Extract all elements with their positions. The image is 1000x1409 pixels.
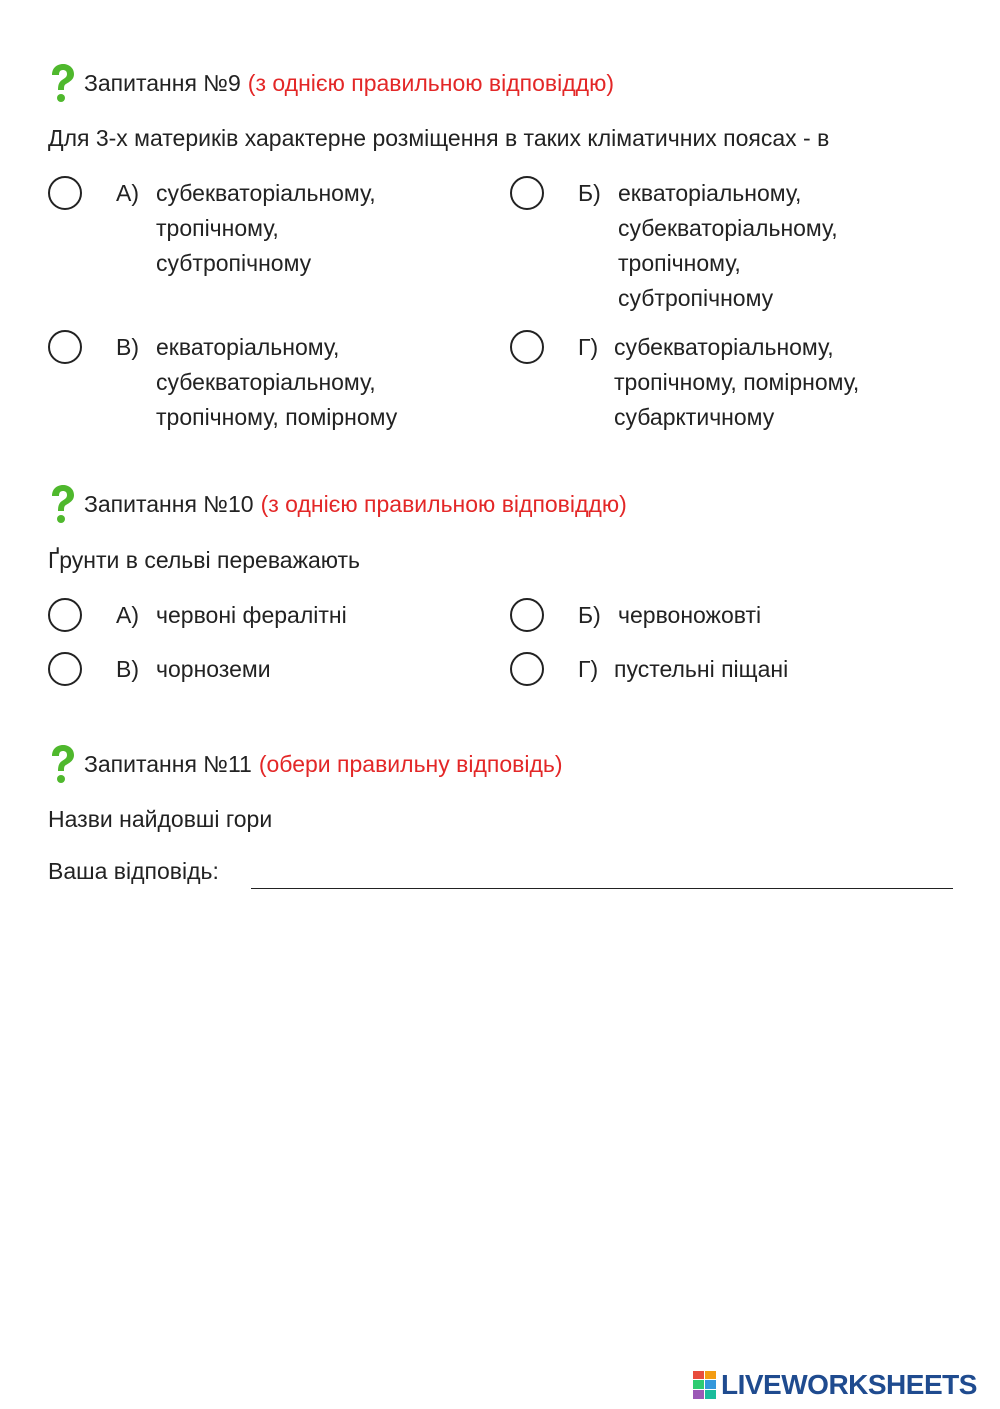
brand-name: LIVEWORKSHEETS (721, 1369, 977, 1400)
question-11-hint: (обери правильну відповідь) (258, 750, 563, 777)
option-text: субекваторіальному, тропічному, помірному, субарктичному (614, 334, 860, 430)
brand-logo (693, 1369, 977, 1401)
radio-button[interactable] (48, 176, 82, 210)
answer-label: Ваша відповідь: (48, 858, 219, 884)
q10-option-c[interactable] (48, 652, 271, 687)
option-letter: А) (116, 602, 139, 628)
option-text: червоножовті (618, 602, 762, 628)
radio-button[interactable] (510, 330, 544, 364)
option-letter: Б) (578, 602, 601, 628)
q10-option-a[interactable] (48, 598, 347, 633)
option-text: чорноземи (156, 656, 271, 682)
radio-button[interactable] (48, 598, 82, 632)
option-letter: А) (116, 180, 139, 206)
question-9-text: Для 3-х материків характерне розміщення в таких кліматичних поясах - в (48, 125, 830, 151)
question-mark-icon (48, 63, 76, 103)
q9-option-c[interactable] (48, 330, 397, 435)
radio-button[interactable] (48, 330, 82, 364)
option-text: червоні фералітні (156, 602, 347, 628)
question-9-header (48, 63, 614, 103)
option-text: екваторіальному, субекваторіальному, тропічному, помірному (156, 334, 398, 430)
question-11-text: Назви найдовші гори (48, 806, 273, 832)
radio-button[interactable] (510, 652, 544, 686)
option-text: пустельні піщані (614, 656, 789, 682)
radio-button[interactable] (48, 652, 82, 686)
question-mark-icon (48, 484, 76, 524)
question-mark-icon (48, 744, 76, 784)
question-11-title: Запитання №11 (84, 750, 252, 777)
q9-option-d[interactable] (510, 330, 859, 435)
q10-option-b[interactable] (510, 598, 761, 633)
q9-option-a[interactable] (48, 176, 376, 281)
option-letter: В) (116, 334, 139, 360)
question-10-title: Запитання №10 (84, 490, 254, 517)
option-letter: Г) (578, 656, 599, 682)
question-10-text: Ґрунти в сельві переважають (48, 547, 361, 573)
question-10-hint: (з однією правильною відповіддю) (260, 490, 627, 517)
option-letter: Б) (578, 180, 601, 206)
question-10-header (48, 484, 627, 524)
option-letter: Г) (578, 334, 599, 360)
question-9-hint: (з однією правильною відповіддю) (247, 69, 614, 96)
question-9-title: Запитання №9 (84, 69, 241, 96)
q9-option-b[interactable] (510, 176, 838, 316)
option-text: екваторіальному, субекваторіальному, тропічному, субтропічному (618, 180, 838, 311)
liveworksheets-logo-icon (693, 1371, 717, 1399)
radio-button[interactable] (510, 598, 544, 632)
q10-option-d[interactable] (510, 652, 788, 687)
option-letter: В) (116, 656, 139, 682)
option-text: субекваторіальному, тропічному, субтропічному (156, 180, 376, 276)
radio-button[interactable] (510, 176, 544, 210)
question-11-header (48, 744, 563, 784)
answer-input[interactable] (251, 888, 953, 889)
